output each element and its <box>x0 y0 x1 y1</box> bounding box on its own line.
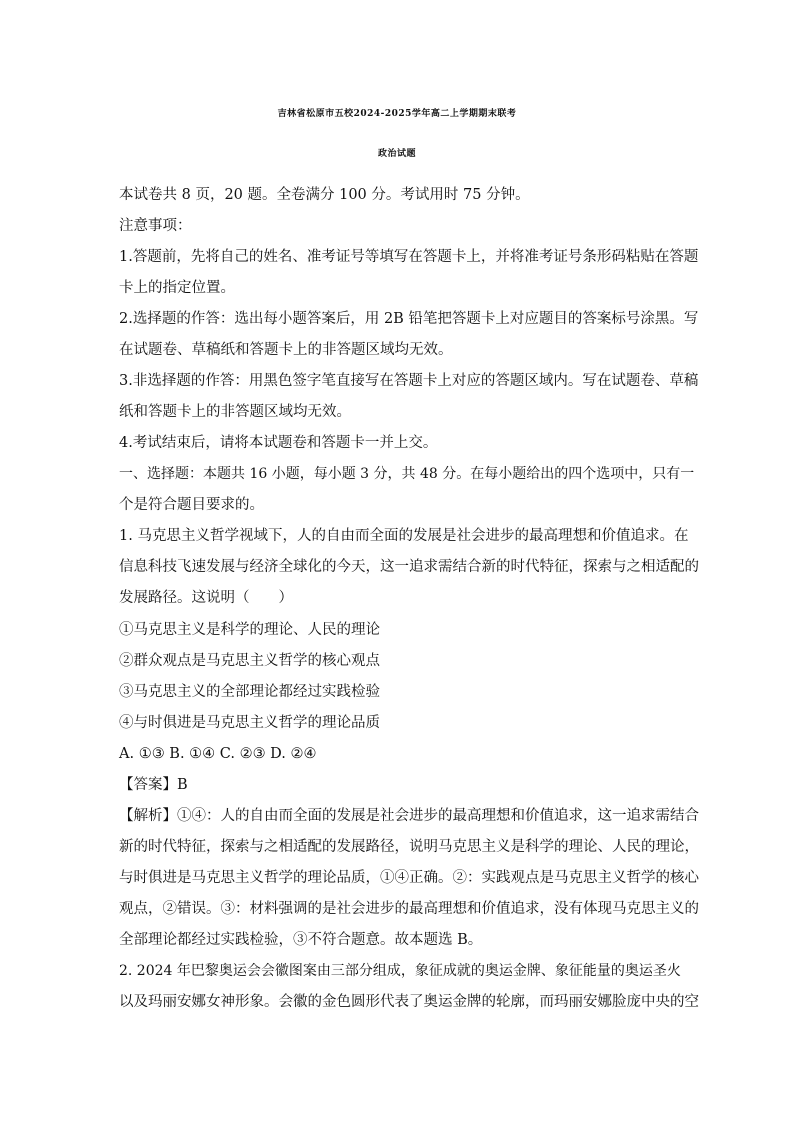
notes-heading: 注意事项： <box>119 218 192 234</box>
question-2-stem-line-1: 2. 2024 年巴黎奥运会会徽图案由三部分组成，象征成就的奥运金牌、象征能量的奥运圣火 <box>119 963 681 979</box>
note-4: 4.考试结束后，请将本试题卷和答题卡一并上交。 <box>119 435 438 451</box>
question-1-stem-line-2: 信息科技飞速发展与经济全球化的今天，这一追求需结合新的时代特征，探索与之相适配的 <box>119 559 699 575</box>
document-subtitle: 政治试题 <box>377 149 416 159</box>
exam-summary: 本试卷共 8 页，20 题。全卷满分 100 分。考试用时 75 分钟。 <box>119 187 530 203</box>
question-2-stem-line-2: 以及玛丽安娜女神形象。会徽的金色圆形代表了奥运金牌的轮廓，而玛丽安娜脸庞中央的空 <box>119 994 699 1010</box>
note-1-line-2: 卡上的指定位置。 <box>119 280 235 296</box>
section-heading-line-1: 一、选择题：本题共 16 小题，每小题 3 分，共 48 分。在每小题给出的四个选项中，只有一 <box>119 466 695 482</box>
note-3-line-2: 纸和答题卡上的非答题区域均无效。 <box>119 404 351 420</box>
question-1-stem-line-3: 发展路径。这说明（ ） <box>119 590 293 606</box>
note-1-line-1: 1.答题前，先将自己的姓名、准考证号等填写在答题卡上，并将准考证号条形码粘贴在答题 <box>119 249 699 265</box>
document-title: 吉林省松原市五校2024-2025学年高二上学期期末联考 <box>277 109 517 119</box>
question-1-option-4: ④与时俱进是马克思主义哲学的理论品质 <box>119 715 380 731</box>
question-1-option-3: ③马克思主义的全部理论都经过实践检验 <box>119 684 380 700</box>
question-1-choices: A. ①③ B. ①④ C. ②③ D. ②④ <box>119 746 317 762</box>
note-3-line-1: 3.非选择题的作答：用黑色签字笔直接写在答题卡上对应的答题区域内。写在试题卷、草稿 <box>119 373 699 389</box>
question-1-analysis-line-1: 【解析】①④：人的自由而全面的发展是社会进步的最高理想和价值追求，这一追求需结合 <box>119 808 699 824</box>
question-1-option-1: ①马克思主义是科学的理论、人民的理论 <box>119 622 380 638</box>
question-1-analysis-line-5: 全部理论都经过实践检验，③不符合题意。故本题选 B。 <box>119 932 483 948</box>
question-1-option-2: ②群众观点是马克思主义哲学的核心观点 <box>119 653 380 669</box>
question-1-stem-line-1: 1. 马克思主义哲学视域下，人的自由而全面的发展是社会进步的最高理想和价值追求。在 <box>119 528 689 544</box>
question-1-answer: 【答案】B <box>119 777 188 793</box>
note-2-line-1: 2.选择题的作答：选出每小题答案后，用 2B 铅笔把答题卡上对应题目的答案标号涂黑。写 <box>119 311 699 327</box>
question-1-analysis-line-2: 新的时代特征，探索与之相适配的发展路径，说明马克思主义是科学的理论、人民的理论， <box>119 839 699 855</box>
section-heading-line-2: 个是符合题目要求的。 <box>119 497 264 513</box>
note-2-line-2: 在试题卷、草稿纸和答题卡上的非答题区域均无效。 <box>119 342 453 358</box>
question-1-analysis-line-3: 与时俱进是马克思主义哲学的理论品质，①④正确。②：实践观点是马克思主义哲学的核心 <box>119 870 699 886</box>
question-1-analysis-line-4: 观点，②错误。③：材料强调的是社会进步的最高理想和价值追求，没有体现马克思主义的 <box>119 901 699 917</box>
